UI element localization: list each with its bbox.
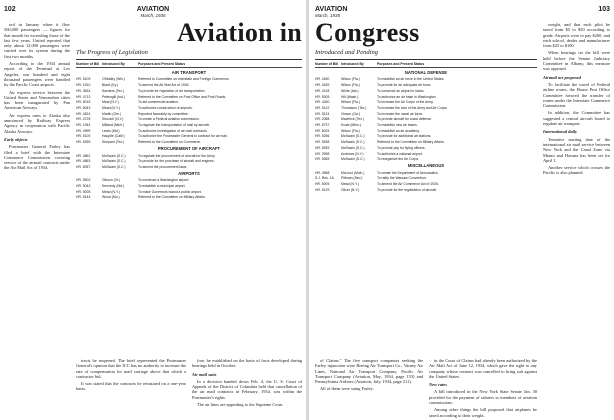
- cell-status: To establish an air force in the United States.: [377, 77, 445, 82]
- cell-status: To provide for the registration of aircraft.: [377, 187, 437, 192]
- table-row: [315, 140, 537, 144]
- cell-bill-number: HR. 5258: [315, 140, 330, 145]
- right-title-block: [315, 20, 537, 63]
- cell-introduced-by: Oliver (N.Y.): [341, 187, 360, 192]
- right-page: [309, 0, 614, 420]
- table-row: [76, 134, 302, 138]
- cell-introduced-by: McSwain (S.C.): [102, 164, 126, 169]
- left-issue-date: March, 1935: [140, 13, 166, 18]
- column-header-bill: Number of Bill: [315, 62, 339, 66]
- right-side-column: [543, 22, 610, 418]
- paragraph: A bill introduced in the New York State Senate Jan. 30 provided for the payment of salaries to members of aviation commissions.: [429, 389, 537, 406]
- left-bottom-column-a: [76, 358, 186, 418]
- cell-bill-number: HR. 5259: [76, 140, 91, 145]
- cell-introduced-by: O'Malley (Wis.): [102, 77, 125, 82]
- cell-status: Referred to the Committee on Military Affairs.: [138, 195, 206, 200]
- feature-title-right: Congress: [315, 18, 420, 47]
- cell-status: To provide for additional air stations.: [377, 134, 432, 139]
- cell-introduced-by: Sirovich (N.Y.): [102, 117, 124, 122]
- cell-bill-number: HR. 3534: [76, 88, 91, 93]
- cell-status: To construct an airport in Idaho.: [377, 88, 425, 93]
- paragraph: According to the 1934 annual report of the Terminal at Los Angeles, one hundred and eight thousand passengers were handled by the Pacific Coast airports.: [4, 61, 70, 88]
- cell-bill-number: HR. 4862: [76, 153, 91, 158]
- table-section-heading: PROCUREMENT OF AIRCRAFT: [157, 146, 221, 152]
- cell-status: To authorize an air base in Washington.: [377, 94, 437, 99]
- left-bottom-column-b: [192, 358, 302, 418]
- cell-introduced-by: Andrews (N.Y.): [341, 151, 364, 156]
- cell-status: To amend the Air Mail Act of 1934.: [138, 83, 190, 88]
- cell-introduced-by: McSwain (S.C.): [341, 134, 365, 139]
- cell-status: To construct a Washington airport.: [138, 178, 190, 183]
- cell-bill-number: HR. 5124: [315, 111, 330, 116]
- left-magazine-name: AVIATION: [136, 6, 170, 13]
- cell-bill-number: HR. 5305: [315, 94, 330, 99]
- cell-introduced-by: Mead (N.Y.): [102, 189, 120, 194]
- cell-introduced-by: McSwain (S.C.): [341, 145, 365, 150]
- table-row: [315, 134, 537, 138]
- right-page-number: 103: [598, 6, 610, 13]
- cell-introduced-by: Mead (N.Y.): [341, 182, 359, 187]
- bill-table-right: [315, 62, 537, 356]
- right-magazine-name: AVIATION: [315, 6, 348, 13]
- cell-bill-number: HR. 2998: [315, 151, 330, 156]
- table-row: [76, 95, 302, 99]
- table-row: [76, 190, 302, 194]
- divider: [76, 59, 302, 60]
- column-header-status: Purposes and Present Status: [138, 62, 186, 66]
- table-row: [315, 129, 537, 133]
- cell-status: To provide for the purchase of aircraft and engines.: [138, 159, 215, 164]
- table-row: [76, 140, 302, 144]
- cell-status: To establish a municipal airport.: [138, 184, 186, 189]
- paragraph: In addition, the Committee has suggested a central aircraft board to regulate air transport.: [543, 110, 610, 127]
- cell-introduced-by: Kvale (Minn.): [341, 123, 361, 128]
- cell-introduced-by: Hauptle (Calif.): [102, 134, 125, 139]
- table-row: [76, 89, 302, 93]
- cell-bill-number: HR. 5025: [315, 128, 330, 133]
- cell-introduced-by: Pittman (Nev.): [341, 176, 363, 181]
- cell-introduced-by: Gibson (Vt.): [102, 178, 121, 183]
- cell-bill-number: HR. 5129: [315, 187, 330, 192]
- cell-introduced-by: Hill (Wash.): [341, 94, 359, 99]
- cell-introduced-by: Wilcox (Fla.): [341, 77, 360, 82]
- cell-status: To create a Federal aviation commission.: [138, 117, 200, 122]
- left-page-number: 102: [4, 6, 16, 13]
- cell-introduced-by: McLeod (Mich.): [341, 170, 365, 175]
- cell-status: To provide pay for flying officers.: [377, 145, 426, 150]
- cell-bill-number: HR. 4189: [315, 83, 330, 88]
- cell-status: To authorize a national airport.: [377, 151, 423, 156]
- paragraph: When hearings on the bill were held before the Senate Judiciary Committee in Albany, this measure was opposed.: [543, 50, 610, 72]
- cell-status: To provide aircraft for coast defense.: [377, 117, 432, 122]
- column-header-by: Introduced By: [341, 62, 364, 66]
- table-row: [76, 129, 302, 133]
- cell-bill-number: HR. 4128: [315, 88, 330, 93]
- cell-status: To authorize the Postmaster General to contract for air mail.: [138, 134, 228, 139]
- cell-status: To increase the naval air force.: [377, 111, 424, 116]
- cell-bill-number: HR. 5043: [76, 184, 91, 189]
- cell-introduced-by: Kennedy (Md.): [102, 184, 125, 189]
- paragraph: To facilitate the travel of Federal airline routes, the House Post Office Committee favored the transfer of routes under the Interstate Commerce Commission.: [543, 81, 610, 109]
- cell-status: To amend the Air Commerce Act of 1926.: [377, 182, 439, 187]
- paragraph: Air express service between the United States and Venezuelan cities has been inaugurated by Pan American Airways.: [4, 89, 70, 111]
- cell-status: Reported favorably by committee.: [138, 111, 189, 116]
- table-row: [76, 165, 302, 169]
- cell-bill-number: HR. 1944: [76, 123, 91, 128]
- paragraph: Postmaster General Farley has filed a brief with the Interstate Commerce Commission covering service of the airmail contracts under the Air Mail Act of 1934.: [4, 144, 70, 171]
- left-title-block: [76, 20, 302, 63]
- cell-introduced-by: McSwain (S.C.): [102, 153, 126, 158]
- paragraph: The air lines are appealing to the Supreme Court.: [197, 402, 284, 408]
- paragraph: weight, and that each pilot be taxed from $5 to $50 according to grade. Airports were to pay $200, and each school, dealer and manufacturer from $25 to $100.: [543, 22, 610, 49]
- cell-bill-number: HR. 4968: [315, 170, 330, 175]
- cell-introduced-by: Pettengill (Ind.): [102, 94, 125, 99]
- table-row: [76, 106, 302, 110]
- cell-introduced-by: Vinson (Ga.): [341, 111, 360, 116]
- table-row: [76, 154, 302, 158]
- paragraph: Air express rates to Alaska also announced by Railway Express Agency in cooperation with Pacific Alaska Airways.: [4, 112, 70, 134]
- cell-status: To establish new air bases.: [377, 123, 418, 128]
- cell-status: To increase the Air Corps of the Army.: [377, 100, 434, 105]
- bill-table-left: [76, 62, 302, 362]
- cell-bill-number: HR. 4713: [76, 94, 91, 99]
- table-row: [76, 123, 302, 127]
- cell-introduced-by: Shepard (Tex.): [102, 140, 125, 145]
- table-row: [76, 112, 302, 116]
- table-row: [315, 95, 537, 99]
- table-section-heading: AIRPORTS: [178, 171, 200, 177]
- right-bottom-column-a: [315, 358, 423, 418]
- cell-bill-number: HR. 4180: [315, 77, 330, 82]
- cell-introduced-by: Meal (N.Y.): [102, 100, 119, 105]
- paragraph: of Claims." The five transport companies seeking the Farley injunction were Boeing Air Transport Co., Varney Air Lines, National Air Transport Company, Pacific Air Transport Company (Aviation, May, 1934, page 153) and Pennsylvania Airlines (Aviation, July, 1934, page 211).: [315, 358, 423, 385]
- cell-bill-number: HR. 4999: [76, 128, 91, 133]
- cell-bill-number: HR. 5100: [76, 134, 91, 139]
- subhead: International daily: [543, 129, 578, 135]
- cell-introduced-by: Martin (Ore.): [102, 111, 122, 116]
- paragraph: tracts be reopened. The brief represented the Postmaster General's opinion that the ICC has no authority to increase the rate of compensation for mail carriage above that which a contractor bid.: [76, 358, 186, 379]
- paragraph: ord in January when it flew 560,000 passengers — figures for that month far exceeding those of the last few years. United reported that only about 12,000 passengers were carried over its system during the first two months.: [4, 22, 70, 59]
- cell-introduced-by: Lewis (Md.): [102, 128, 120, 133]
- paragraph: In a decision handed down Feb. 4, the U. S. Court of Appeals of the District of Columbia held that cancellation of the air mail contracts in February, 1934, was within the Postmaster's rights.: [192, 378, 302, 400]
- paragraph: fore, be established on the basis of facts developed during hearings held in October.: [192, 358, 302, 369]
- cell-bill-number: HR. 5015: [76, 100, 91, 105]
- column-header-by: Introduced By: [102, 62, 125, 66]
- cell-bill-number: HR. 4824: [76, 111, 91, 116]
- feature-subtitle: Introduced and Pending: [315, 49, 378, 56]
- cell-status: To regulate the transportation of mail by aircraft.: [138, 123, 210, 128]
- cell-bill-number: HR. 5005: [76, 189, 91, 194]
- cell-status: To make Governors Island a public airport.: [138, 189, 202, 194]
- table-row: [315, 152, 537, 156]
- divider: [315, 59, 537, 60]
- subhead: New rates: [429, 382, 447, 388]
- table-row: [76, 195, 302, 199]
- cell-introduced-by: Wilcox (Fla.): [341, 128, 360, 133]
- cell-status: To authorize investigation of air mail contracts.: [138, 128, 208, 133]
- subhead: Early objects: [4, 136, 28, 142]
- paragraph: Tentative starting date of the international air mail service between New York and the Canal Zone via Miami and Havana has been set for April 1.: [543, 136, 610, 163]
- table-section-heading: AIR TRANSPORT: [171, 70, 207, 76]
- cell-introduced-by: Mead (N.Y.): [102, 105, 120, 110]
- cell-introduced-by: Wood (Mo.): [102, 195, 120, 200]
- table-row: [315, 83, 537, 87]
- cell-bill-number: HR. 4725: [76, 117, 91, 122]
- cell-bill-number: HR. 5256: [315, 134, 330, 139]
- column-header-status: Purposes and Present Status: [377, 62, 425, 66]
- table-header: [76, 62, 302, 68]
- column-header-bill: Number of Bill: [76, 62, 100, 66]
- table-row: [76, 77, 302, 81]
- cell-bill-number: HR. 5365: [315, 157, 330, 162]
- cell-introduced-by: Maverick (Tex.): [341, 117, 364, 122]
- cell-introduced-by: Wilcox (Fla.): [341, 100, 360, 105]
- table-row: [315, 106, 537, 110]
- cell-bill-number: HR. 5109: [76, 77, 91, 82]
- paragraph: in the Court of Claims had already been authorized by the Air Mail Act of June 12, 1934, which gave the right to any company whose contract was cancelled to bring suit against the United States.: [429, 358, 537, 379]
- cell-introduced-by: Milland (Mich.): [102, 123, 125, 128]
- table-row: [315, 117, 537, 121]
- table-section-heading: MISCELLANEOUS: [407, 163, 445, 169]
- table-row: [315, 77, 537, 81]
- cell-bill-number: HR. 5005: [315, 182, 330, 187]
- cell-introduced-by: Black (Ky.): [102, 83, 119, 88]
- table-row: [315, 182, 537, 186]
- cell-status: To regulate the procurement of aircraft for the Army.: [138, 153, 216, 158]
- table-row: [315, 176, 537, 180]
- cell-status: To aid commercial aviation.: [138, 100, 179, 105]
- cell-introduced-by: Wilcox (Fla.): [341, 83, 360, 88]
- cell-status: To provide for an adequate air force.: [377, 83, 432, 88]
- cell-status: To establish an air academy.: [377, 128, 420, 133]
- cell-bill-number: HR. 1510: [76, 83, 91, 88]
- cell-status: To authorize construction of airports.: [138, 105, 193, 110]
- table-row: [315, 188, 537, 192]
- table-header: [315, 62, 537, 68]
- cell-bill-number: HR. 4863: [76, 159, 91, 164]
- table-row: [315, 89, 537, 93]
- paragraph: Another service which crosses the Pacific is also planned.: [543, 165, 610, 176]
- cell-bill-number: HR. 5043: [76, 105, 91, 110]
- table-section-heading: NATIONAL DEFENSE: [404, 70, 448, 76]
- table-row: [315, 171, 537, 175]
- table-row: [76, 184, 302, 188]
- cell-status: To increase the size of the Army and Air Corps.: [377, 105, 448, 110]
- cell-bill-number: HR. 5259: [315, 145, 330, 150]
- table-row: [76, 83, 302, 87]
- table-row: [315, 112, 537, 116]
- cell-status: To amend the procurement laws.: [138, 164, 188, 169]
- paragraph: Among other things the bill proposed that airplanes be taxed according to their weight.: [429, 407, 537, 418]
- cell-status: To create the Department of Aeronautics.: [377, 170, 439, 175]
- cell-status: To provide for regulation of air transportation.: [138, 88, 206, 93]
- subhead: Airmail act proposed: [543, 74, 581, 80]
- cell-bill-number: HR. 5737: [315, 123, 330, 128]
- right-bottom-column-b: [429, 358, 537, 418]
- cell-bill-number: HR. 5057: [76, 164, 91, 169]
- cell-status: Referred to the Committee on Military Affairs.: [377, 140, 445, 145]
- cell-introduced-by: White (Ida.): [341, 88, 359, 93]
- table-row: [315, 123, 537, 127]
- cell-bill-number: HR. 4260: [315, 100, 330, 105]
- cell-bill-number: HR. 5144: [76, 195, 91, 200]
- left-running-head: [118, 6, 188, 18]
- right-running-head: [315, 6, 347, 18]
- cell-status: Referred to the Committee on Commerce.: [138, 140, 202, 145]
- feature-title-left: Aviation in: [177, 18, 302, 47]
- subhead: Air mail suits: [192, 371, 217, 377]
- cell-introduced-by: McSwain (S.C.): [102, 159, 126, 164]
- table-row: [76, 178, 302, 182]
- cell-bill-number: HR. 5502: [76, 178, 91, 183]
- left-article-column: [4, 22, 70, 354]
- cell-introduced-by: Sanders (Tex.): [102, 88, 125, 93]
- table-row: [76, 117, 302, 121]
- table-row: [315, 157, 537, 161]
- table-row: [315, 100, 537, 104]
- paragraph: It was stated that the contracts be reinstated on a one-year basis.: [76, 381, 186, 392]
- table-row: [76, 159, 302, 163]
- cell-status: To ratify the Warsaw Convention.: [377, 176, 427, 181]
- cell-bill-number: S.J. Res. 1A: [315, 176, 334, 181]
- cell-introduced-by: Thomason (Tex.): [341, 105, 367, 110]
- table-row: [315, 146, 537, 150]
- cell-status: To reorganize the Air Corps.: [377, 157, 420, 162]
- cell-introduced-by: McSwain (S.C.): [341, 157, 365, 162]
- feature-subtitle: The Progress of Legislation: [76, 49, 148, 56]
- left-page: [0, 0, 306, 420]
- cell-status: Referred to Committee on Interstate and Foreign Commerce.: [138, 77, 230, 82]
- cell-bill-number: HR. 2088: [315, 117, 330, 122]
- cell-status: Referred to the Committee on Post Office and Post Roads.: [138, 94, 227, 99]
- right-issue-date: March, 1935: [315, 13, 341, 18]
- cell-bill-number: HR. 5122: [315, 105, 330, 110]
- table-row: [76, 100, 302, 104]
- cell-introduced-by: McSwain (S.C.): [341, 140, 365, 145]
- paragraph: All of them were suing Farley.: [320, 386, 374, 392]
